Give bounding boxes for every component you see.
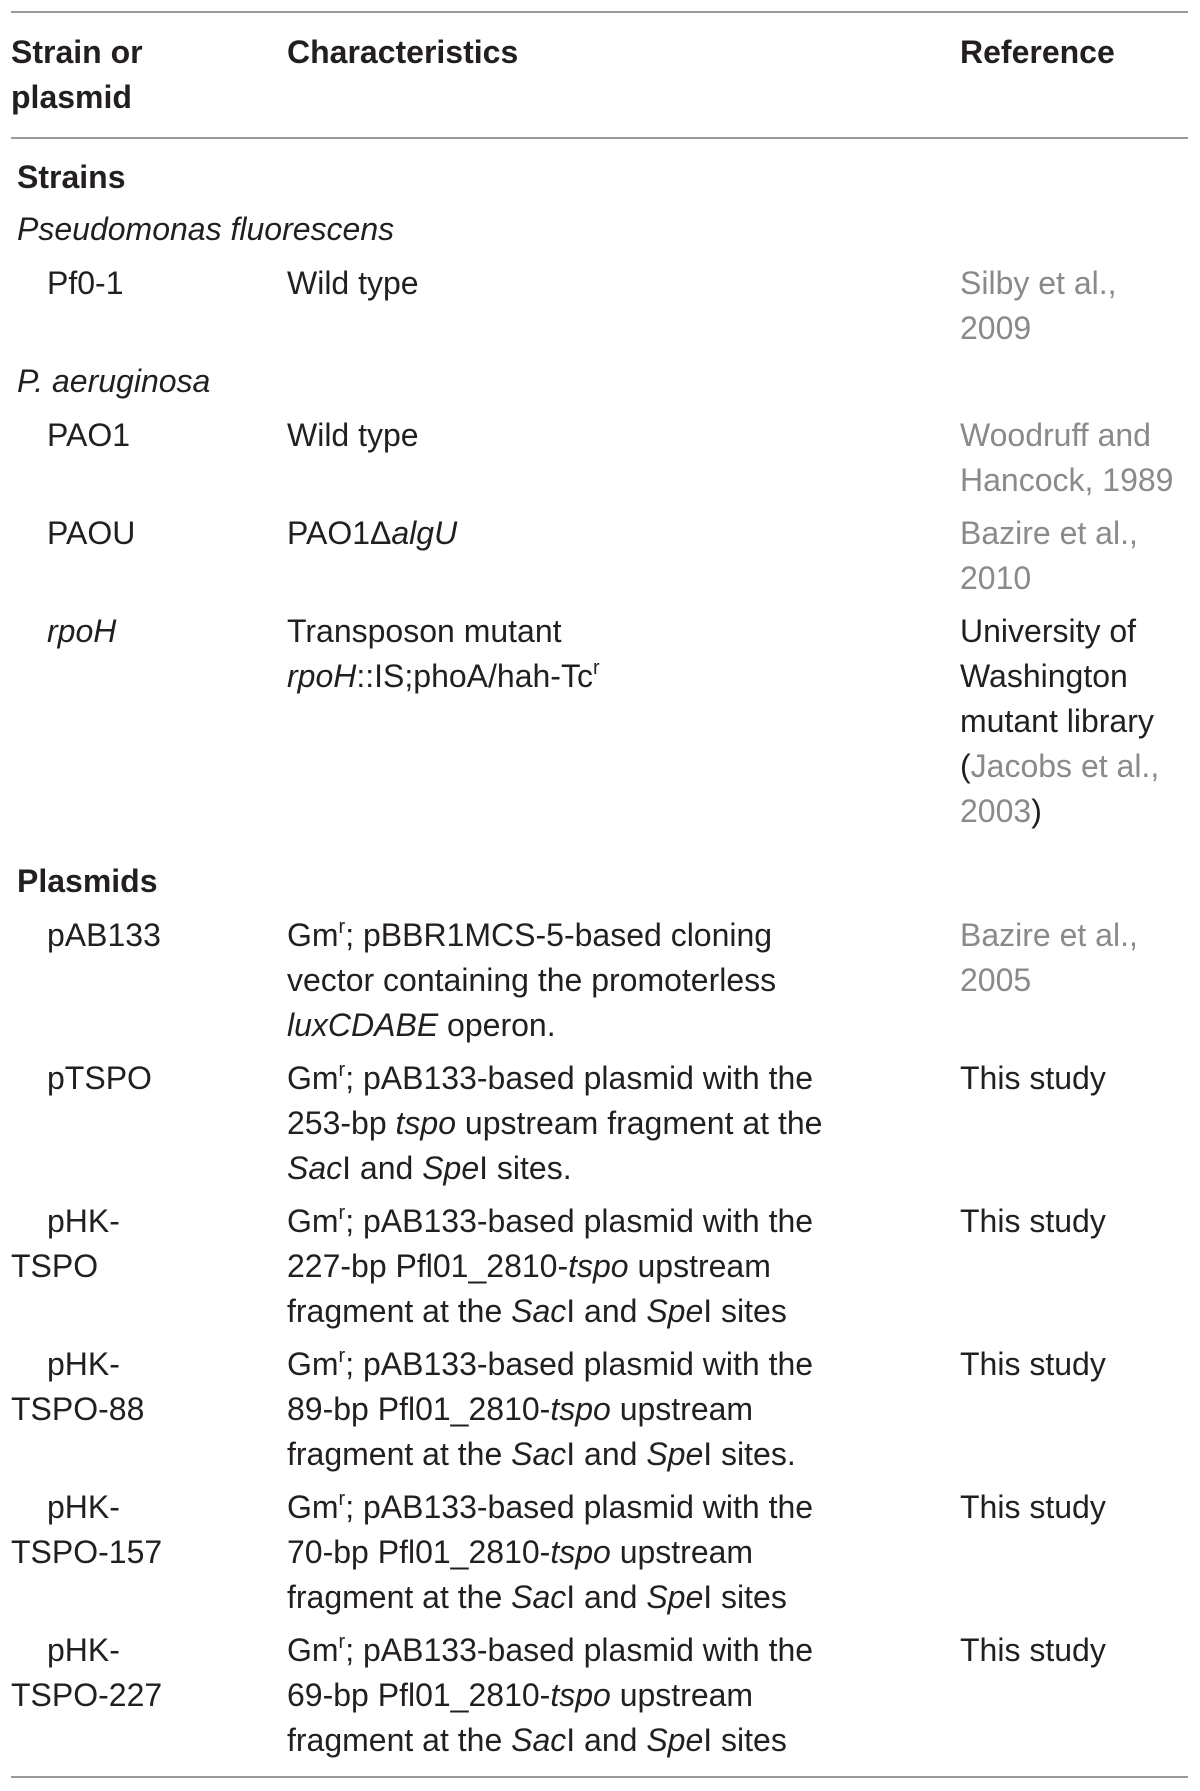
group-pseudomonas-fluorescens: Pseudomonas fluorescens (17, 211, 395, 247)
table-bottom-rule (11, 1776, 1188, 1778)
row-name-phk-tspo-227: pHK- TSPO-227 (11, 1632, 163, 1713)
row-ref-rpoh: University of Washington mutant library (Jacobs et al., 2003) (960, 613, 1160, 829)
section-plasmids: Plasmids (17, 863, 158, 899)
row-name-ptspo: pTSPO (47, 1060, 152, 1096)
row-name-pab133: pAB133 (47, 917, 161, 953)
header-strain-or-plasmid: Strain or plasmid (11, 34, 143, 115)
row-name-rpoh: rpoH (47, 613, 117, 649)
row-name-paou: PAOU (47, 515, 136, 551)
row-ref-pf01: Silby et al., 2009 (960, 265, 1117, 346)
row-char-pao1: Wild type (287, 417, 419, 453)
row-char-rpoh: Transposon mutant rpoH::IS;phoA/hah-Tc$^r$ (287, 613, 600, 694)
row-name-pf01: Pf0-1 (47, 265, 124, 301)
row-char-pab133: Gm$^r$; pBBR1MCS-5-based cloning vector containing the promoterless luxCDABE operon. (287, 916, 777, 1043)
row-char-phk-tspo-88: Gm$^r$; pAB133-based plasmid with the 89-bp Pfl01_2810-tspo upstream fragment at the SacI and SpeI sites. (287, 1345, 814, 1472)
row-ref-ptspo: This study (960, 1060, 1106, 1096)
row-char-phk-tspo: Gm$^r$; pAB133-based plasmid with the 227-bp Pfl01_2810-tspo upstream fragment at the SacI and SpeI sites (287, 1202, 814, 1329)
row-char-ptspo: Gm$^r$; pAB133-based plasmid with the 253-bp tspo upstream fragment at the SacI and SpeI sites. (287, 1059, 823, 1186)
header-rule (11, 137, 1188, 139)
row-ref-paou: Bazire et al., 2010 (960, 515, 1138, 596)
row-ref-phk-tspo: This study (960, 1203, 1106, 1239)
row-ref-phk-tspo-88: This study (960, 1346, 1106, 1382)
row-char-paou: PAO1ΔalgU (287, 515, 458, 551)
row-char-phk-tspo-157: Gm$^r$; pAB133-based plasmid with the 70-bp Pfl01_2810-tspo upstream fragment at the SacI and SpeI sites (287, 1488, 814, 1615)
header-reference: Reference (960, 34, 1115, 70)
row-name-phk-tspo-157: pHK- TSPO-157 (11, 1489, 163, 1570)
table-top-rule (11, 11, 1188, 13)
row-name-phk-tspo: pHK- TSPO (11, 1203, 120, 1284)
row-name-pao1: PAO1 (47, 417, 130, 453)
row-ref-phk-tspo-157: This study (960, 1489, 1106, 1525)
row-char-pf01: Wild type (287, 265, 419, 301)
row-name-phk-tspo-88: pHK- TSPO-88 (11, 1346, 145, 1427)
group-p-aeruginosa: P. aeruginosa (17, 363, 211, 399)
row-ref-phk-tspo-227: This study (960, 1632, 1106, 1668)
row-ref-pao1: Woodruff and Hancock, 1989 (960, 417, 1174, 498)
header-characteristics: Characteristics (287, 34, 519, 70)
row-char-phk-tspo-227: Gm$^r$; pAB133-based plasmid with the 69-bp Pfl01_2810-tspo upstream fragment at the SacI and SpeI sites (287, 1631, 814, 1758)
section-strains: Strains (17, 159, 126, 195)
row-ref-pab133: Bazire et al., 2005 (960, 917, 1138, 998)
